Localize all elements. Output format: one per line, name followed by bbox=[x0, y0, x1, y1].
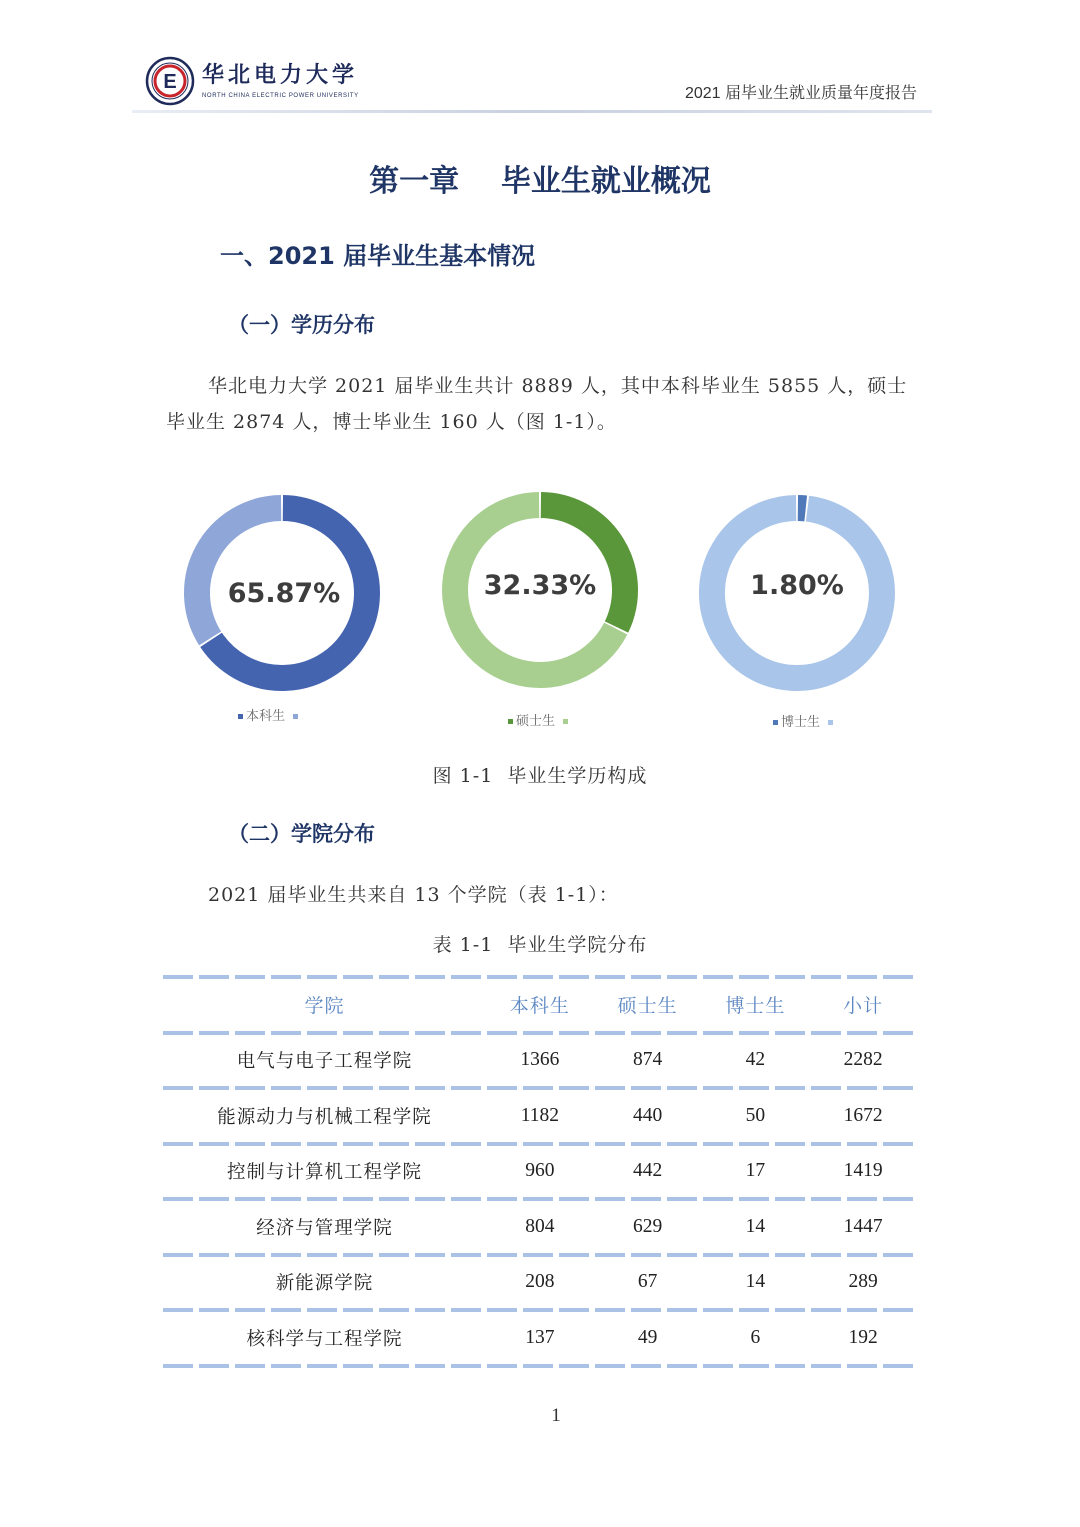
donut-chart-undergrad bbox=[182, 493, 382, 693]
cell-doctoral: 50 bbox=[745, 1104, 766, 1126]
legend-undergrad bbox=[235, 705, 301, 724]
header-subtotal: 小计 bbox=[843, 995, 884, 1018]
legend-swatch-rest bbox=[828, 720, 833, 725]
table-caption: 表 1-1 毕业生学院分布 bbox=[432, 934, 648, 956]
paragraph-line-2: 毕业生 2874 人，博士毕业生 160 人（图 1-1）。 bbox=[166, 411, 617, 433]
cell-undergrad: 804 bbox=[525, 1215, 555, 1237]
cell-college: 核科学与工程学院 bbox=[246, 1328, 403, 1350]
paragraph-line-1: 华北电力大学 2021 届毕业生共计 8889 人，其中本科毕业生 5855 人，硕士 bbox=[208, 375, 908, 397]
donut-slice-main bbox=[541, 505, 625, 627]
cell-college: 新能源学院 bbox=[275, 1273, 374, 1295]
header-divider bbox=[132, 110, 932, 113]
donut-center-text: 65.87% bbox=[227, 578, 341, 609]
legend-swatch-rest bbox=[293, 714, 298, 719]
cell-subtotal: 192 bbox=[848, 1326, 878, 1348]
cell-college: 电气与电子工程学院 bbox=[236, 1051, 413, 1073]
table-row bbox=[163, 1090, 917, 1142]
table-row bbox=[163, 1257, 917, 1309]
legend-master bbox=[505, 710, 571, 729]
table-row bbox=[163, 1146, 917, 1198]
paragraph-college: 2021 届毕业生共来自 13 个学院（表 1-1）： bbox=[208, 884, 619, 906]
donut-chart-master bbox=[440, 490, 640, 690]
cell-undergrad: 1182 bbox=[520, 1104, 560, 1126]
subsection-title-college: （二）学院分布 bbox=[228, 822, 375, 846]
figure-caption: 图 1-1 毕业生学历构成 bbox=[432, 765, 648, 787]
cell-subtotal: 1419 bbox=[843, 1160, 883, 1182]
cell-undergrad: 137 bbox=[525, 1326, 555, 1348]
cell-subtotal: 2282 bbox=[843, 1049, 883, 1071]
table-header-row bbox=[163, 979, 917, 1031]
subsection-title-education: （一）学历分布 bbox=[228, 313, 375, 337]
cell-master: 67 bbox=[637, 1271, 658, 1293]
legend-label: 本科生 bbox=[246, 709, 286, 724]
cell-college: 能源动力与机械工程学院 bbox=[217, 1106, 432, 1128]
section-title: 一、2021 届毕业生基本情况 bbox=[220, 242, 536, 270]
university-name-en: NORTH CHINA ELECTRIC POWER UNIVERSITY bbox=[202, 93, 359, 99]
table-row bbox=[163, 1312, 917, 1364]
cell-undergrad: 208 bbox=[525, 1271, 555, 1293]
cell-subtotal: 1447 bbox=[843, 1215, 883, 1237]
legend-swatch-main bbox=[773, 720, 778, 725]
donut-chart-doctoral bbox=[697, 493, 897, 693]
cell-doctoral: 14 bbox=[745, 1215, 766, 1237]
cell-subtotal: 1672 bbox=[843, 1104, 883, 1126]
cell-undergrad: 960 bbox=[525, 1160, 555, 1182]
cell-doctoral: 42 bbox=[745, 1049, 766, 1071]
report-title: 2021 届毕业生就业质量年度报告 bbox=[684, 85, 917, 102]
donut-center-text: 32.33% bbox=[483, 570, 597, 601]
legend-label: 博士生 bbox=[781, 715, 821, 730]
legend-swatch-rest bbox=[563, 719, 568, 724]
donut-center-text: 1.80% bbox=[750, 570, 844, 601]
university-logo bbox=[145, 56, 195, 106]
header-master: 硕士生 bbox=[617, 995, 678, 1018]
cell-college: 经济与管理学院 bbox=[256, 1217, 393, 1239]
cell-master: 629 bbox=[633, 1215, 663, 1237]
cell-subtotal: 289 bbox=[848, 1271, 878, 1293]
cell-undergrad: 1366 bbox=[520, 1049, 560, 1071]
college-distribution-table bbox=[163, 975, 917, 1368]
header-doctoral: 博士生 bbox=[725, 995, 786, 1018]
logo-letter: E bbox=[163, 71, 177, 93]
header-undergrad: 本科生 bbox=[509, 995, 570, 1018]
cell-doctoral: 6 bbox=[750, 1326, 761, 1348]
table-row bbox=[163, 1035, 917, 1087]
page-number: 1 bbox=[551, 1405, 561, 1426]
legend-label: 硕士生 bbox=[516, 714, 556, 729]
university-name-cn: 华北电力大学 bbox=[202, 63, 359, 88]
chapter-title: 第一章 毕业生就业概况 bbox=[369, 164, 711, 199]
table-rule bbox=[163, 1364, 917, 1368]
cell-master: 874 bbox=[633, 1049, 663, 1071]
table-row bbox=[163, 1201, 917, 1253]
cell-doctoral: 17 bbox=[745, 1160, 766, 1182]
header-college: 学院 bbox=[304, 995, 345, 1018]
cell-doctoral: 14 bbox=[745, 1271, 766, 1293]
legend-doctoral bbox=[770, 711, 836, 730]
legend-swatch-main bbox=[238, 714, 243, 719]
cell-master: 440 bbox=[633, 1104, 663, 1126]
cell-master: 49 bbox=[637, 1326, 658, 1348]
cell-master: 442 bbox=[633, 1160, 663, 1182]
donut-slice-rest bbox=[197, 508, 281, 638]
cell-college: 控制与计算机工程学院 bbox=[226, 1162, 422, 1184]
legend-swatch-main bbox=[508, 719, 513, 724]
